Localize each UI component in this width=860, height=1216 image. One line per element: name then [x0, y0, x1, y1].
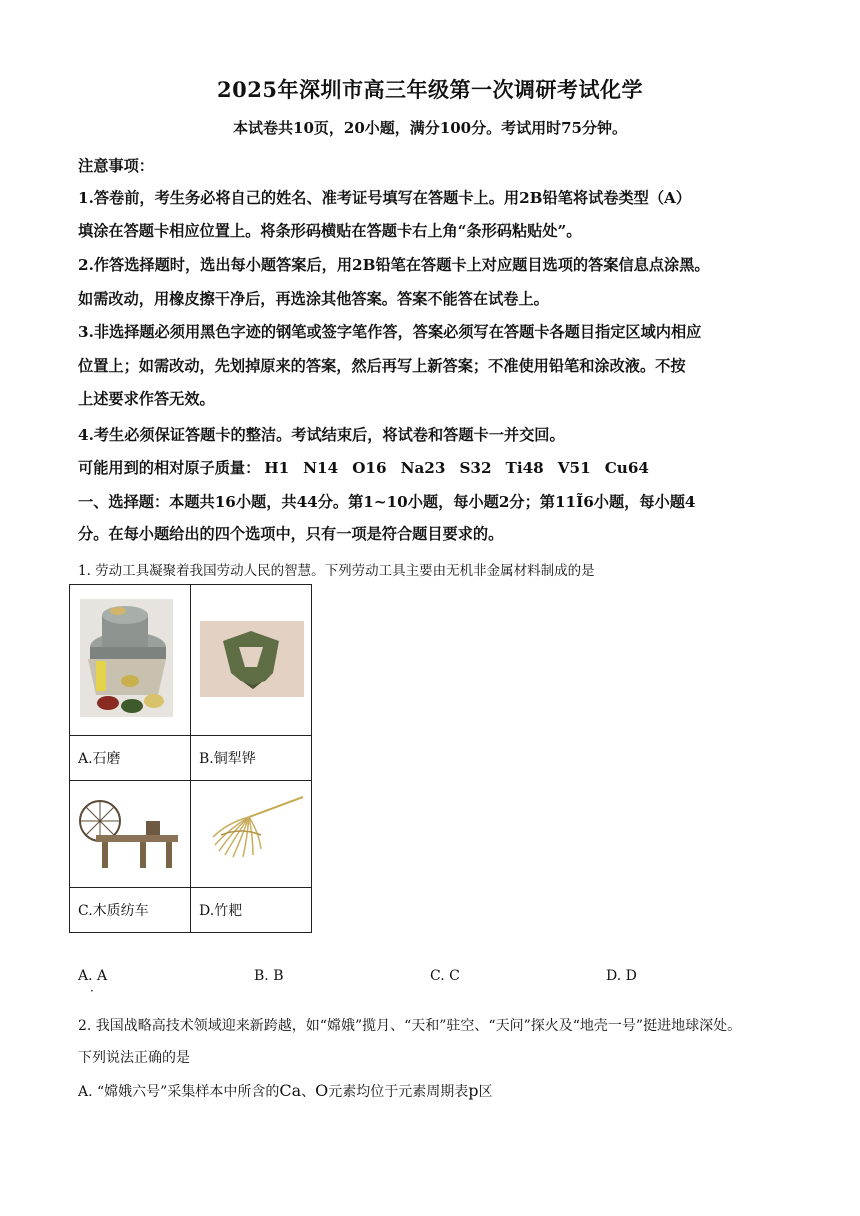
atomic-mass-item: V51	[557, 459, 591, 477]
atomic-mass-item: N14	[303, 459, 339, 477]
q2-option-a-separator: 、	[301, 1084, 316, 1100]
option-d-label: D.竹耙	[191, 888, 312, 933]
section-heading-line-2: 分。在每小题给出的四个选项中，只有一项是符合题目要求的。	[78, 525, 504, 543]
q2-stem-line-2: 下列说法正确的是	[78, 1050, 190, 1066]
notice-line-6: 位置上；如需改动，先划掉原来的答案，然后再写上新答案；不准使用铅笔和涂改液。不按	[78, 357, 686, 375]
q1-stem: 1. 劳动工具凝聚着我国劳动人民的智慧。下列劳动工具主要由无机非金属材料制成的是	[78, 563, 595, 579]
bronze-plowshare-image	[191, 585, 311, 731]
exam-subtitle: 本试卷共10页，20小题，满分100分。考试用时75分钟。	[233, 119, 627, 137]
q2-option-a-suffix: 区	[478, 1084, 493, 1100]
element-ca: Ca	[279, 1081, 302, 1100]
option-d-image-cell	[191, 781, 312, 888]
option-b-label: B.铜犁铧	[191, 736, 312, 781]
q2-option-a-prefix: A. “嫦娥六号”采集样本中所含的	[78, 1084, 280, 1100]
q2-option-a-middle: 元素均位于元素周期表	[328, 1084, 469, 1100]
notice-line-4: 如需改动，用橡皮擦干净后，再选涂其他答案。答案不能答在试卷上。	[78, 290, 549, 308]
atomic-mass-item: S32	[459, 459, 492, 477]
atomic-mass-item: O16	[352, 459, 387, 477]
section-heading-line-1: 一、选择题：本题共16小题，共44分。第1~10小题，每小题2分；第11Ĩ6小题，每小题4	[78, 493, 696, 511]
notice-line-1: 1.答卷前，考生务必将自己的姓名、准考证号填写在答题卡上。用2B铅笔将试卷类型（A）	[78, 189, 691, 207]
option-c-label: C.木质纺车	[70, 888, 191, 933]
atomic-mass-item: Na23	[400, 459, 446, 477]
answer-choice-c[interactable]: C. C	[430, 968, 460, 984]
q2-stem-line-1: 2. 我国战略高技术领域迎来新跨越，如“嫦娥”揽月、“天和”驻空、“天问”探火及“地壳一号”挺进地球深处。	[78, 1018, 742, 1034]
wooden-spinning-wheel-image	[70, 781, 190, 883]
exam-title: 2025年深圳市高三年级第一次调研考试化学	[217, 77, 643, 102]
stone-mill-image	[70, 585, 190, 731]
atomic-masses	[78, 457, 663, 478]
answer-choice-d[interactable]: D. D	[606, 968, 637, 984]
option-a-label: A.石磨	[70, 736, 191, 781]
bamboo-rake-image	[191, 781, 311, 883]
answer-a-dot: ·	[90, 984, 94, 998]
option-b-image-cell	[191, 585, 312, 736]
notice-line-8: 4.考生必须保证答题卡的整洁。考试结束后，将试卷和答题卡一并交回。	[78, 426, 565, 444]
option-a-image-cell	[70, 585, 191, 736]
atomic-mass-item: Cu64	[604, 459, 649, 477]
atomic-mass-item: H1	[264, 459, 290, 477]
element-o: O	[315, 1081, 329, 1100]
block-p: p	[468, 1081, 479, 1100]
notice-line-5: 3.非选择题必须用黑色字迹的钢笔或签字笔作答，答案必须写在答题卡各题目指定区域内相应	[78, 323, 702, 341]
q1-options-table	[69, 584, 312, 933]
answer-choice-b[interactable]: B. B	[254, 968, 284, 984]
notice-line-3: 2.作答选择题时，选出每小题答案后，用2B铅笔在答题卡上对应题目选项的答案信息点涂黑。	[78, 256, 710, 274]
answer-choice-a[interactable]: A. A	[78, 968, 108, 984]
atomic-mass-item: Ti48	[505, 459, 544, 477]
q2-option-a[interactable]	[78, 1081, 492, 1101]
atomic-masses-label: 可能用到的相对原子质量：	[78, 459, 261, 477]
notice-heading: 注意事项：	[78, 157, 154, 175]
option-c-image-cell	[70, 781, 191, 888]
notice-line-7: 上述要求作答无效。	[78, 390, 215, 408]
notice-line-2: 填涂在答题卡相应位置上。将条形码横贴在答题卡右上角“条形码粘贴处”。	[78, 222, 582, 240]
